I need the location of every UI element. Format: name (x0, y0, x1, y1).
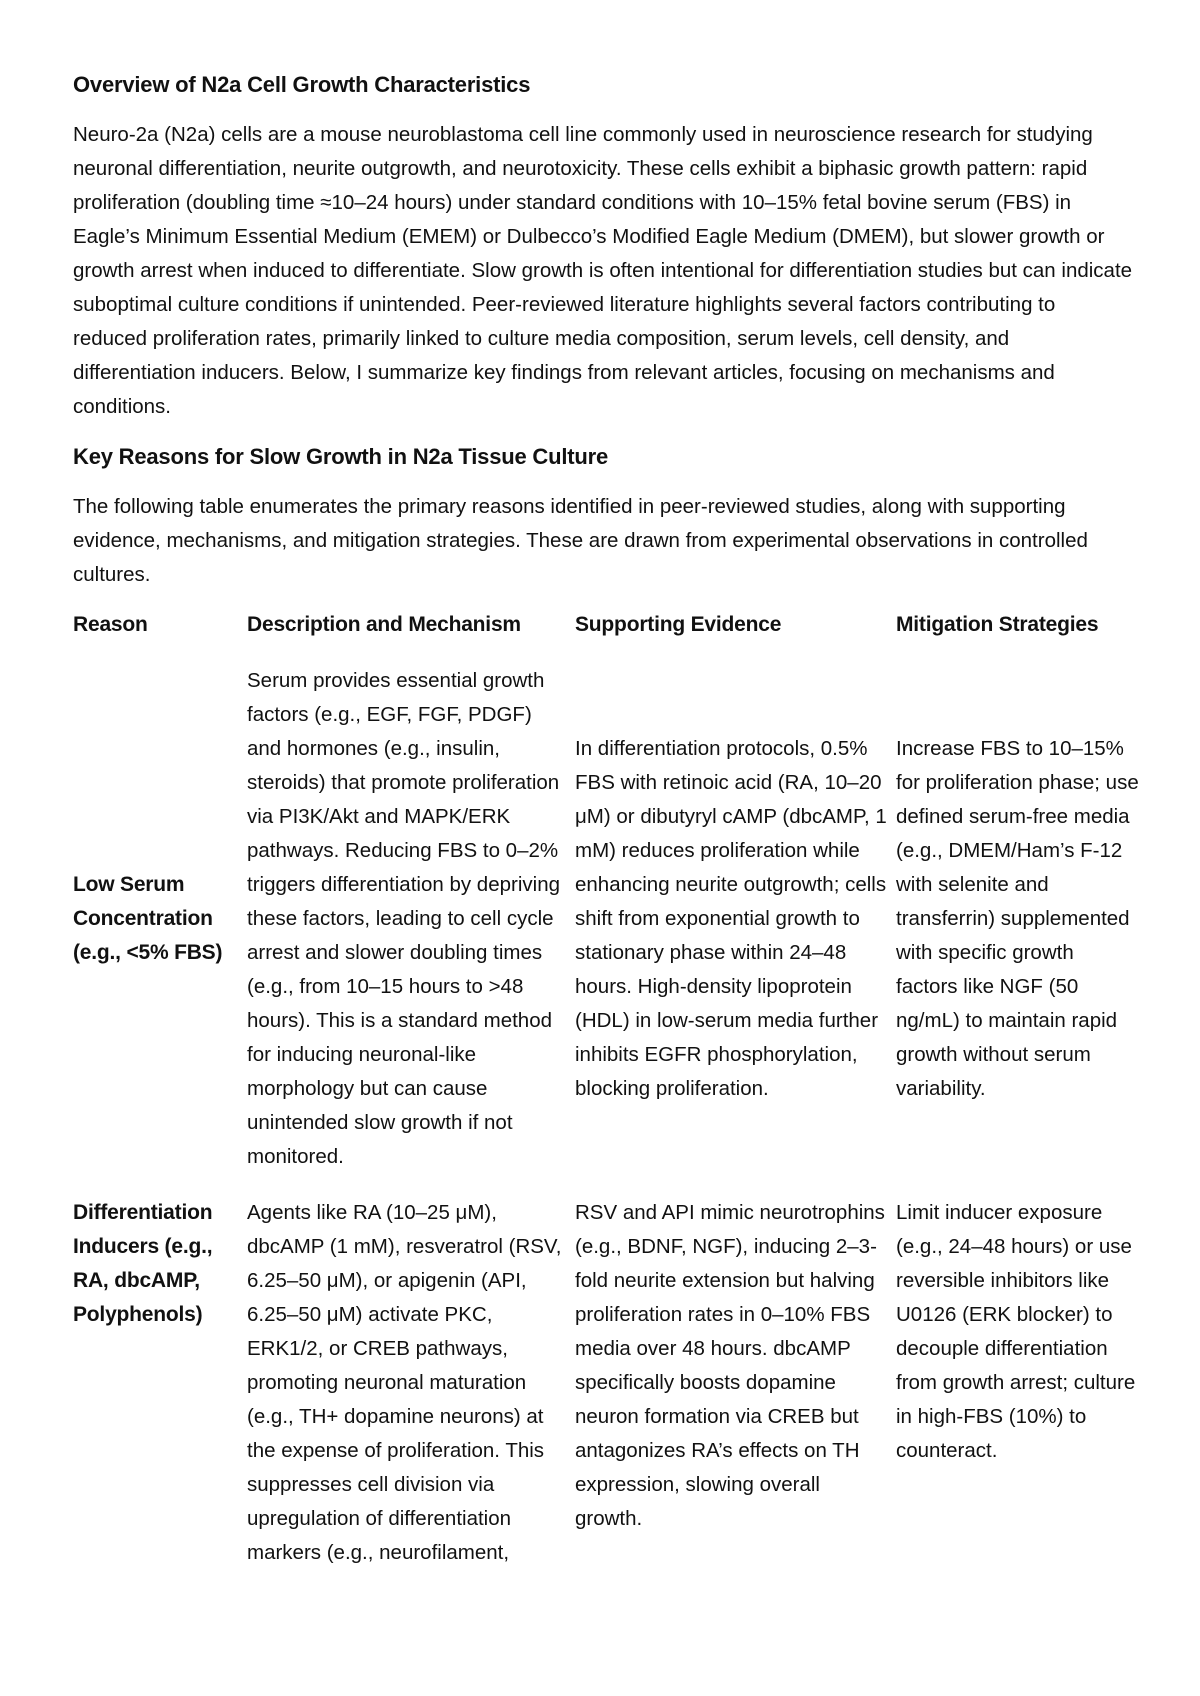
cell-mitigation: Increase FBS to 10–15% for proliferation phase; use defined serum-free media (e.g., DMEM/Ham’s F-12 with selenite and transferrin) supplemented with specific growth factors like NGF (50 ng/mL) to maintain rapid growth without serum variability. (896, 737, 1139, 1100)
header-mitigation: Mitigation Strategies (896, 613, 1099, 636)
reasons-paragraph: The following table enumerates the primary reasons identified in peer-reviewed studies, along with supporting evidence, mechanisms, and mitigation strategies. These are drawn from experimental observations in controlled cultures. (73, 495, 1088, 586)
cell-mitigation: Limit inducer exposure (e.g., 24–48 hours) or use reversible inhibitors like U0126 (ERK blocker) to decouple differentiation from growth arrest; culture in high-FBS (10%) to counteract. (896, 1201, 1136, 1462)
overview-heading: Overview of N2a Cell Growth Characteristics (73, 72, 531, 97)
cell-description: Agents like RA (10–25 μM), dbcAMP (1 mM), resveratrol (RSV, 6.25–50 μM), or apigenin (API, 6.25–50 μM) activate PKC, ERK1/2, or CREB pathways, promoting neuronal maturation (e.g., TH+ dopamine neurons) at the expense of proliferation. This suppresses cell division via upregulation of differentiation markers (e.g., neurofilament, (247, 1201, 562, 1564)
cell-reason: Low Serum Concentration (e.g., <5% FBS) (73, 873, 223, 964)
document-page (73, 68, 1139, 1592)
table-header-row (73, 608, 1143, 664)
header-evidence: Supporting Evidence (575, 613, 782, 636)
header-reason: Reason (73, 613, 148, 636)
header-description: Description and Mechanism (247, 613, 521, 636)
overview-paragraph: Neuro-2a (N2a) cells are a mouse neuroblastoma cell line commonly used in neuroscience research for studying neuronal differentiation, neurite outgrowth, and neurotoxicity. These cells exhibit a biphasic growth pattern: rapid proliferation (doubling time ≈10–24 hours) under standard conditions with 10–15% fetal bovine serum (FBS) in Eagle’s Minimum Essential Medium (EMEM) or Dulbecco’s Modified Eagle Medium (DMEM), but slower growth or growth arrest when induced to differentiate. Slow growth is often intentional for differentiation studies but can indicate suboptimal culture conditions if unintended. Peer-reviewed literature highlights several factors contributing to reduced proliferation rates, primarily linked to culture media composition, serum levels, cell density, and differentiation inducers. Below, I summarize key findings from relevant articles, focusing on mechanisms and conditions. (73, 123, 1133, 418)
reasons-table (73, 608, 1143, 1592)
cell-description: Serum provides essential growth factors (e.g., EGF, FGF, PDGF) and hormones (e.g., insulin, steroids) that promote proliferation via PI3K/Akt and MAPK/ERK pathways. Reducing FBS to 0–2% triggers differentiation by depriving these factors, leading to cell cycle arrest and slower doubling times (e.g., from 10–15 hours to >48 hours). This is a standard method for inducing neuronal-like morphology but can cause unintended slow growth if not monitored. (247, 669, 560, 1168)
table-row (73, 1196, 1143, 1592)
reasons-heading: Key Reasons for Slow Growth in N2a Tissue Culture (73, 444, 609, 469)
cell-evidence: In differentiation protocols, 0.5% FBS with retinoic acid (RA, 10–20 μM) or dibutyryl cAMP (dbcAMP, 1 mM) reduces proliferation while enhancing neurite outgrowth; cells shift from exponential growth to stationary phase within 24–48 hours. High-density lipoprotein (HDL) in low-serum media further inhibits EGFR phosphorylation, blocking proliferation. (575, 737, 887, 1100)
cell-reason: Differentiation Inducers (e.g., RA, dbcAMP, Polyphenols) (73, 1201, 213, 1326)
table-row (73, 664, 1143, 1196)
cell-evidence: RSV and API mimic neurotrophins (e.g., BDNF, NGF), inducing 2–3-fold neurite extension but halving proliferation rates in 0–10% FBS media over 48 hours. dbcAMP specifically boosts dopamine neuron formation via CREB but antagonizes RA’s effects on TH expression, slowing overall growth. (575, 1201, 885, 1530)
